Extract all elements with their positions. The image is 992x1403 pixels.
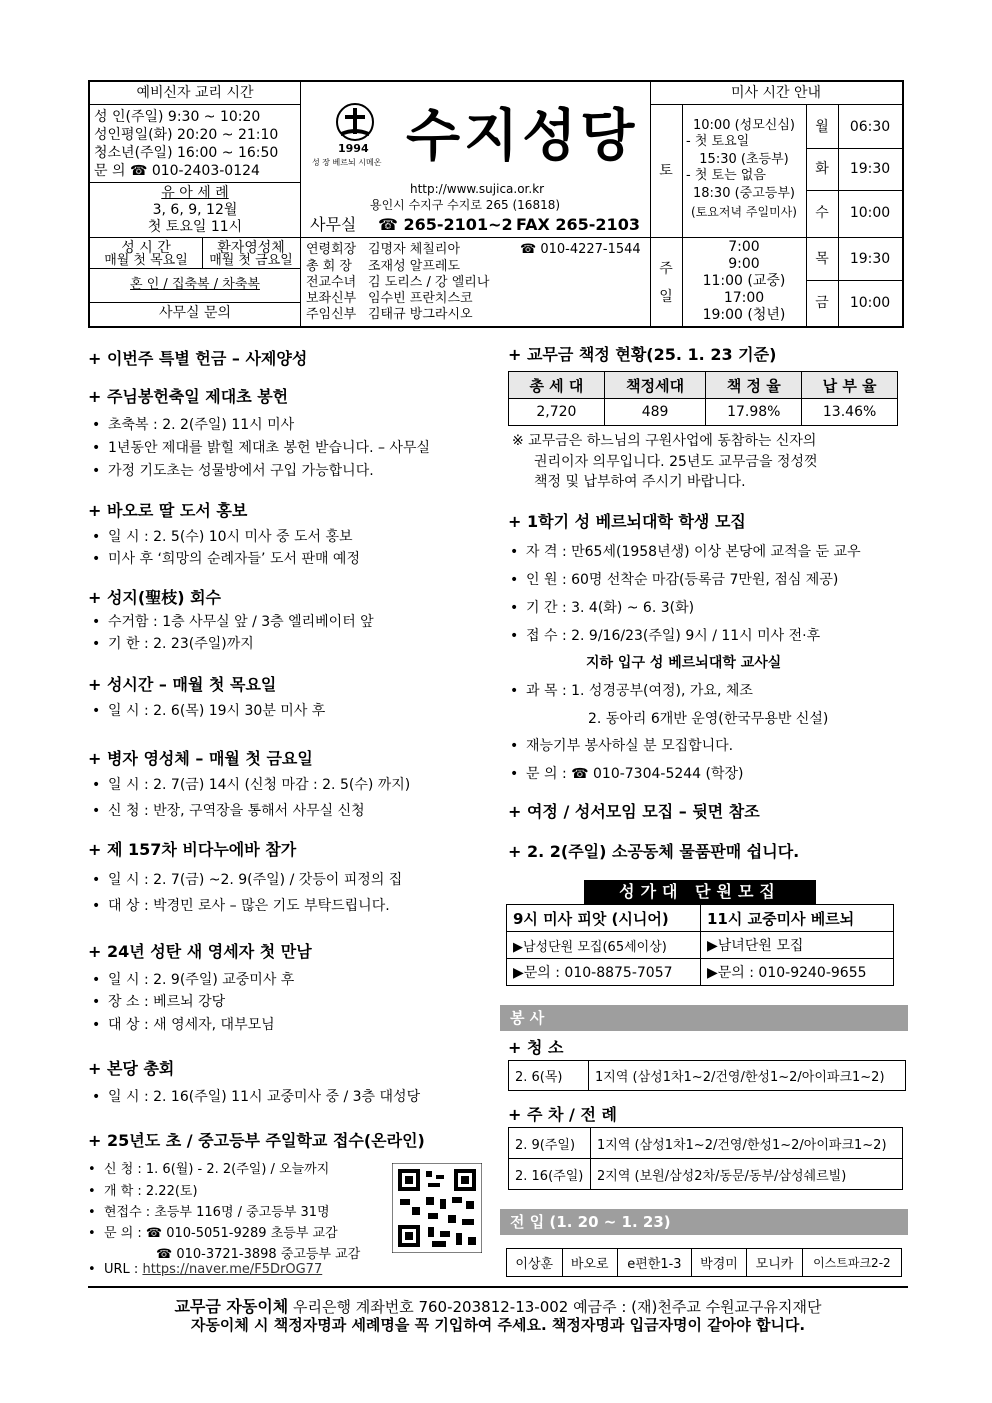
sick-communion-value: 매월 첫 금요일 <box>209 253 293 268</box>
cleaning-date: 2. 6(목) <box>509 1061 589 1091</box>
university-place: 지하 입구 성 베르뇌대학 교사실 <box>586 655 782 671</box>
section-university-recruit: + 1학기 성 베르뇌대학 학생 모집 <box>508 512 746 531</box>
catechism-adult: 성 인(주일) 9:30 ~ 10:20 <box>94 109 261 125</box>
bulletin-header <box>88 80 904 328</box>
section-candle-offering: + 주님봉헌축일 제대초 봉헌 <box>88 387 289 406</box>
footer-divider <box>88 1286 908 1288</box>
website: http://www.sujica.or.kr <box>410 182 545 196</box>
table-row <box>509 372 898 399</box>
time-mon: 06:30 <box>849 119 891 135</box>
list-item: • 재능기부 봉사하실 분 모집합니다. <box>510 735 733 755</box>
parking-date-1: 2. 9(주일) <box>509 1128 591 1159</box>
footer-line-2: 자동이체 시 책정자명과 세례명을 꼭 기입하여 주세요. 책정자명과 입금자명이 같아야 합니다. <box>190 1316 806 1334</box>
dues-header-rate: 책 정 율 <box>706 372 802 399</box>
dues-note-2: 권리이자 의무입니다. 25년도 교무금을 정성껏 <box>534 454 818 470</box>
office-fax: FAX 265-2103 <box>516 215 640 234</box>
choir-banner: 성가대 단원모집 <box>584 880 816 904</box>
transfer-address-2: 이스트파크2-2 <box>802 1249 901 1277</box>
staff-name-5: 김태규 방그라시오 <box>368 307 473 322</box>
choir-col1-title: 9시 미사 피앗 (시니어) <box>507 905 701 932</box>
infant-baptism-title: 유 아 세 례 <box>161 185 229 201</box>
transfer-name-1: 이상훈 <box>507 1249 563 1277</box>
section-holy-hour: + 성시간 – 매월 첫 목요일 <box>88 675 277 694</box>
staff-role-4: 보좌신부 <box>306 291 357 306</box>
infant-baptism-months: 3, 6, 9, 12월 <box>152 202 238 218</box>
catechism-youth: 청소년(주일) 16:00 ~ 16:50 <box>94 145 279 161</box>
mass-sat-4: - 첫 토는 없음 <box>686 168 766 183</box>
table-row <box>507 932 894 959</box>
list-item: ☎ 010-3721-3898 중고등부 교감 <box>156 1247 361 1262</box>
dues-table <box>508 371 898 426</box>
list-item: • 신 청 : 반장, 구역장을 통해서 사무실 신청 <box>92 800 365 820</box>
mass-sat-6: (토요저녁 주일미사) <box>691 205 797 219</box>
list-item: • 미사 후 ‘희망의 순례자들’ 도서 판매 예정 <box>92 548 360 568</box>
list-item: • 인 원 : 60명 선착순 마감(등록금 7만원, 점심 제공) <box>510 569 838 589</box>
section-general-assembly: + 본당 총회 <box>88 1059 175 1078</box>
mass-sun-3: 11:00 (교중) <box>702 273 786 289</box>
mass-sat-5: 18:30 (중고등부) <box>693 186 795 201</box>
list-item: • 가정 기도초는 성물방에서 구입 가능합니다. <box>92 460 374 480</box>
table-row <box>507 959 894 986</box>
parking-area-1: 1지역 (삼성1차1~2/건영/한성1~2/아이파크1~2) <box>591 1128 903 1159</box>
section-cleaning: + 청 소 <box>508 1038 564 1057</box>
section-special-collection: + 이번주 특별 헌금 – 사제양성 <box>88 349 308 368</box>
mass-sun-1: 7:00 <box>728 239 760 255</box>
weekday-fri: 금 <box>815 295 829 311</box>
choir-col1-r1: ▶남성단원 모집(65세이상) <box>507 932 701 959</box>
dues-note-1: ※ 교무금은 하느님의 구원사업에 동참하는 신자의 <box>512 433 817 449</box>
logo-caption: 성 장 베르뇌 시메온 <box>312 158 382 167</box>
mass-sat-3: 15:30 (초등부) <box>699 152 789 167</box>
mass-sun-2: 9:00 <box>728 256 760 272</box>
transfer-table <box>506 1248 902 1277</box>
dues-rate: 17.98% <box>706 399 802 426</box>
wedding-title: 혼 인 / 집축복 / 차축복 <box>130 277 260 292</box>
holy-hour-title: 성 시 간 <box>121 240 171 256</box>
infant-baptism-time: 첫 토요일 11시 <box>147 219 243 235</box>
url-label: • URL : <box>88 1262 138 1277</box>
mass-sunday-label-2: 일 <box>659 289 673 305</box>
list-item: • 현접수 : 초등부 116명 / 중고등부 31명 <box>88 1201 330 1220</box>
mass-sun-4: 17:00 <box>723 290 765 306</box>
transfer-name-2: 박경미 <box>691 1249 747 1277</box>
cleaning-area: 1지역 (삼성1차1~2/건영/한성1~2/아이파크1~2) <box>589 1061 906 1091</box>
wedding-contact: 사무실 문의 <box>158 305 232 321</box>
staff-phone-1: ☎ 010-4227-1544 <box>520 242 641 257</box>
staff-role-3: 전교수녀 <box>306 275 357 290</box>
list-item: • 일 시 : 2. 7(금) 14시 (신청 마감 : 2. 5(수) 까지) <box>92 774 410 794</box>
section-palm-return: + 성지(聖枝) 회수 <box>88 588 221 607</box>
list-item: • 개 학 : 2.22(토) <box>88 1180 198 1199</box>
catechism-title: 예비신자 교리 시간 <box>136 85 254 101</box>
transfer-baptismal-2: 모니카 <box>747 1249 803 1277</box>
transfer-baptismal-1: 바오로 <box>562 1249 618 1277</box>
list-item: • 대 상 : 박경민 로사 – 많은 기도 부탁드립니다. <box>92 895 390 915</box>
staff-name-3: 김 도리스 / 강 엘리나 <box>368 275 490 290</box>
weekday-mon: 월 <box>815 119 829 135</box>
list-item: • 일 시 : 2. 6(목) 19시 30분 미사 후 <box>92 700 325 720</box>
parking-date-2: 2. 16(주일) <box>509 1159 591 1190</box>
parking-table <box>508 1127 903 1190</box>
mass-saturday-label: 토 <box>659 163 673 179</box>
staff-name-1: 김명자 체칠리아 <box>368 242 461 257</box>
list-item: • 일 시 : 2. 9(주일) 교중미사 후 <box>92 969 294 989</box>
catechism-contact: 문 의 ☎ 010-2403-0124 <box>94 163 260 179</box>
time-tue: 19:30 <box>849 161 891 177</box>
table-row <box>509 1159 903 1190</box>
list-item: • 신 청 : 1. 6(월) - 2. 2(주일) / 오늘까지 <box>88 1158 329 1177</box>
choir-col2-title: 11시 교중미사 베르뇌 <box>701 905 894 932</box>
dues-assigned: 489 <box>604 399 706 426</box>
choir-table <box>506 904 894 986</box>
list-item: • 초축복 : 2. 2(주일) 11시 미사 <box>92 414 294 434</box>
footer-account-info: 우리은행 계좌번호 760-203812-13-002 예금주 : (재)천주교 수원교구유지재단 <box>293 1298 822 1316</box>
list-item: • 장 소 : 베르뇌 강당 <box>92 991 225 1011</box>
sick-communion-title: 환자영성체 <box>217 240 285 256</box>
staff-role-5: 주임신부 <box>306 307 357 322</box>
section-dues-status: + 교무금 책정 현황(25. 1. 23 기준) <box>508 345 777 364</box>
mass-sat-2: - 첫 토요일 <box>686 134 750 149</box>
section-parking: + 주 차 / 전 례 <box>508 1105 617 1124</box>
list-item: • 1년동안 제대를 밝힐 제대초 봉헌 받습니다. – 사무실 <box>92 437 430 457</box>
office-label: 사무실 <box>310 215 357 234</box>
choir-col1-r2: ▶문의 : 010-8875-7057 <box>507 959 701 986</box>
table-row <box>509 1061 906 1091</box>
list-item: • 접 수 : 2. 9/16/23(주일) 9시 / 11시 미사 전·후 <box>510 625 820 645</box>
dues-note-3: 책정 및 납부하여 주시기 바랍니다. <box>534 474 746 490</box>
table-row <box>509 1128 903 1159</box>
staff-role-2: 총 회 장 <box>306 259 352 274</box>
list-item: • 일 시 : 2. 5(수) 10시 미사 중 도서 홍보 <box>92 526 353 546</box>
service-bar: 봉 사 <box>500 1005 908 1031</box>
dues-header-total: 총 세 대 <box>509 372 605 399</box>
list-item: • 기 한 : 2. 23(주일)까지 <box>92 633 254 653</box>
list-item: • 문 의 : ☎ 010-7304-5244 (학장) <box>510 763 744 783</box>
weekday-wed: 수 <box>815 205 829 221</box>
staff-role-1: 연령회장 <box>306 242 357 257</box>
staff-name-2: 조재성 알프레도 <box>368 259 461 274</box>
office-phone: ☎ 265-2101~2 <box>378 215 513 234</box>
weekday-thu: 목 <box>815 251 829 267</box>
mass-sun-5: 19:00 (청년) <box>702 307 786 323</box>
dues-total: 2,720 <box>509 399 605 426</box>
section-market-closed: + 2. 2(주일) 소공동체 물품판매 쉽니다. <box>508 842 800 861</box>
url-row <box>88 1262 322 1277</box>
section-book-promotion: + 바오로 딸 도서 홍보 <box>88 501 248 520</box>
table-row <box>507 1249 902 1277</box>
list-item: 2. 동아리 6개반 운영(한국무용반 신설) <box>588 711 829 727</box>
transfer-address-1: e편한1-3 <box>618 1249 692 1277</box>
list-item: • 대 상 : 새 영세자, 대부모님 <box>92 1014 275 1034</box>
time-fri: 10:00 <box>849 295 891 311</box>
mass-sat-1: 10:00 (성모신심) <box>693 118 795 133</box>
dues-header-assigned: 책정세대 <box>604 372 706 399</box>
address: 용인시 수지구 수지로 265 (16818) <box>370 198 561 212</box>
transfer-bar: 전 입 (1. 20 ~ 1. 23) <box>500 1209 908 1235</box>
list-item: • 일 시 : 2. 16(주일) 11시 교중미사 중 / 3층 대성당 <box>92 1086 420 1106</box>
section-sunday-school: + 25년도 초 / 중고등부 주일학교 접수(온라인) <box>88 1131 425 1150</box>
catechism-weekday: 성인평일(화) 20:20 ~ 21:10 <box>94 127 279 143</box>
choir-col2-r1: ▶남녀단원 모집 <box>701 932 894 959</box>
dues-header-paid: 납 부 율 <box>802 372 898 399</box>
section-new-baptized: + 24년 성탄 새 영세자 첫 만남 <box>88 942 312 961</box>
section-sick-communion: + 병자 영성체 – 매월 첫 금요일 <box>88 749 313 768</box>
mass-sunday-label-1: 주 <box>659 261 673 277</box>
holy-hour-value: 매월 첫 목요일 <box>104 253 188 268</box>
section-bible-study: + 여정 / 성서모임 모집 – 뒷면 참조 <box>508 802 760 821</box>
church-logo <box>335 102 375 142</box>
table-row <box>509 399 898 426</box>
dues-paid: 13.46% <box>802 399 898 426</box>
qr-code-icon[interactable] <box>392 1163 482 1253</box>
cleaning-table <box>508 1060 906 1091</box>
staff-name-4: 임수빈 프란치스코 <box>368 291 473 306</box>
choir-col2-r2: ▶문의 : 010-9240-9655 <box>701 959 894 986</box>
list-item: • 과 목 : 1. 성경공부(여정), 가요, 체조 <box>510 680 753 700</box>
parking-area-2: 2지역 (보원/삼성2차/동문/동부/삼성쉐르빌) <box>591 1159 903 1190</box>
list-item: • 일 시 : 2. 7(금) ~2. 9(주일) / 갓등이 피정의 집 <box>92 869 402 889</box>
footer-autopay-label: 교무금 자동이체 <box>174 1297 289 1316</box>
church-name: 수지성당 <box>406 104 639 169</box>
list-item: • 자 격 : 만65세(1958년생) 이상 본당에 교적을 둔 교우 <box>510 541 861 561</box>
section-vida-nueva: + 제 157차 비다누에바 참가 <box>88 840 297 859</box>
list-item: • 기 간 : 3. 4(화) ~ 6. 3(화) <box>510 597 694 617</box>
weekday-tue: 화 <box>815 161 829 177</box>
list-item: • 수거함 : 1층 사무실 앞 / 3층 엘리베이터 앞 <box>92 611 374 631</box>
list-item: • 문 의 : ☎ 010-5051-9289 초등부 교감 <box>88 1222 338 1241</box>
logo-year: 1994 <box>338 142 369 155</box>
sunday-school-link[interactable]: https://naver.me/F5DrOG77 <box>142 1262 323 1277</box>
time-thu: 19:30 <box>849 251 891 267</box>
time-wed: 10:00 <box>849 205 891 221</box>
table-row <box>507 905 894 932</box>
mass-title: 미사 시간 안내 <box>730 85 822 101</box>
